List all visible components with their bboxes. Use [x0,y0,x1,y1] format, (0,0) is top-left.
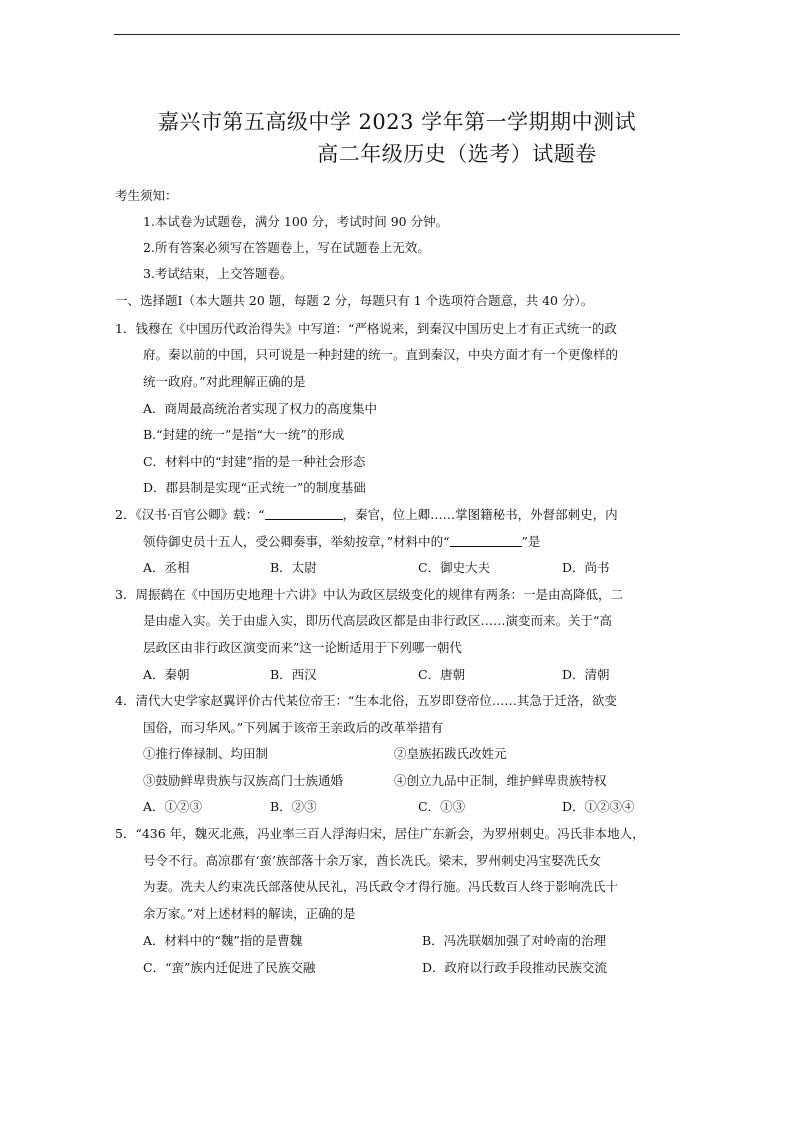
question-3-option-c: C．唐朝 [418,667,466,682]
question-1-option-d: D．郡县制是实现“正式统一”的制度基础 [143,480,366,495]
question-3-option-a: A．秦朝 [143,667,190,682]
question-2-text: 2．《汉书·百官公卿》载：“ [115,507,265,522]
question-2-text: 领侍御史员十五人，受公卿奏事，举劾按章，”材料中的“ [143,534,450,549]
question-2-text: ，秦官，位上卿……掌图籍秘书，外督部刺史，内 [342,507,618,522]
question-4-item: ②皇族拓跋氏改姓元 [394,746,507,761]
question-2-text: ”是 [521,534,541,549]
question-4-line: 国俗，而习华风。”下列属于该帝王亲政后的改革举措有 [143,720,444,735]
answer-blank [265,507,343,520]
question-4-option-b: B．②③ [270,799,317,814]
question-5-option-c: C．“蛮”族内迁促进了民族交融 [143,960,316,975]
question-4-option-a: A．①②③ [143,799,203,814]
question-2-line [143,534,540,550]
question-4-option-d: D．①②③④ [562,799,635,814]
question-1-line: 1．钱穆在《中国历代政治得失》中写道：“严格说来，到秦汉中国历史上才有正式统一的政 [115,321,617,336]
question-1-option-a: A．商周最高统治者实现了权力的高度集中 [143,401,378,416]
question-5-line: 余万家。”对上述材料的解读，正确的是 [143,906,356,921]
question-5-line: 为妻。冼夫人约束冼氏部落使从民礼，冯氏政令才得行施。冯氏数百人终于影响冼氏十 [143,879,619,894]
question-5-option-d: D．政府以行政手段推动民族交流 [422,960,608,975]
question-4-item: ①推行俸禄制、均田制 [143,746,269,761]
header-rule [114,34,680,35]
question-2-option-d: D．尚书 [562,560,610,575]
question-2-option-a: A．丞相 [143,560,190,575]
section-heading: 一、选择题Ⅰ（本大题共 20 题，每题 2 分，每题只有 1 个选项符合题意，共 40 分）。 [115,293,594,308]
question-3-option-d: D．清朝 [562,667,610,682]
exam-subtitle: 高二年级历史（选考）试题卷 [317,142,597,166]
notice-item: 3.考试结束，上交答题卷。 [143,266,293,281]
question-5-line: 号令不行。高凉郡有‘蛮’族部落十余万家，酋长冼氏。梁末，罗州刺史冯宝娶冼氏女 [143,853,601,868]
question-4-option-c: C．①③ [418,799,466,814]
question-3-option-b: B．西汉 [270,667,317,682]
exam-title: 嘉兴市第五高级中学 2023 学年第一学期期中测试 [157,110,637,134]
question-3-line: 层政区由非行政区演变而来”这一论断适用于下列哪一朝代 [143,640,462,655]
notice-heading: 考生须知： [115,188,178,203]
question-2-option-c: C．御史大夫 [418,560,491,575]
question-5-option-b: B．冯冼联姻加强了对岭南的治理 [422,933,607,948]
question-3-line: 3．周振鹤在《中国历史地理十六讲》中认为政区层级变化的规律有两条：一是由高降低，二 [115,587,623,602]
question-4-line: 4．清代大史学家赵翼评价古代某位帝王：“生本北俗，五岁即登帝位……其急于迁洛，欲变 [115,693,617,708]
question-5-option-a: A．材料中的“魏”指的是曹魏 [143,933,303,948]
answer-blank [450,534,522,547]
question-1-option-c: C．材料中的“封建”指的是一种社会形态 [143,454,366,469]
question-2-line [115,507,618,523]
question-4-item: ③鼓励鲜卑贵族与汉族高门士族通婚 [143,773,344,788]
question-4-item: ④创立九品中正制，维护鲜卑贵族特权 [394,773,607,788]
question-1-line: 府。秦以前的中国，只可说是一种封建的统一。直到秦汉，中央方面才有一个更像样的 [143,347,619,362]
question-2-option-b: B．太尉 [270,560,317,575]
notice-item: 1.本试卷为试题卷，满分 100 分，考试时间 90 分钟。 [143,214,449,229]
notice-item: 2.所有答案必须写在答题卷上，写在试题卷上无效。 [143,240,430,255]
question-1-option-b: B.“封建的统一”是指“大一统”的形成 [143,427,345,442]
question-5-line: 5．“436 年，魏灭北燕，冯业率三百人浮海归宋，居住广东新会，为罗州刺史。冯氏非本地人， [115,826,645,841]
question-1-line: 统一政府。”对此理解正确的是 [143,374,306,389]
question-3-line: 是由虚入实。关于由虚入实，即历代高层政区都是由非行政区……演变而来。关于“高 [143,613,612,628]
